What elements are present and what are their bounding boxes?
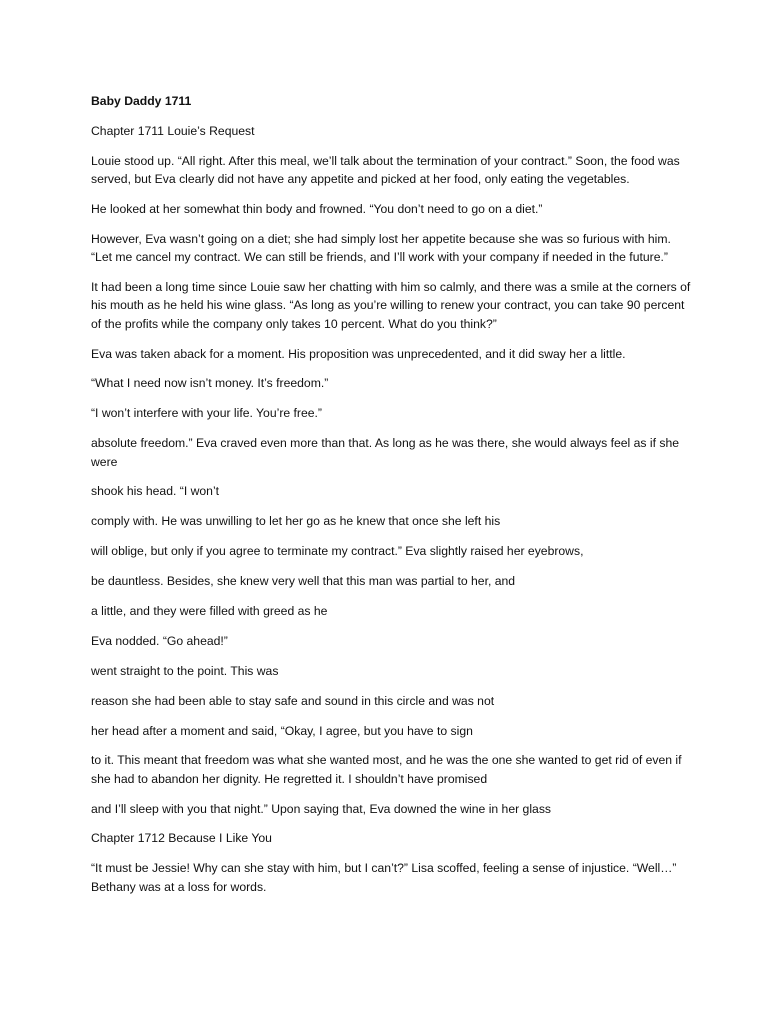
paragraph: reason she had been able to stay safe and sound in this circle and was not: [91, 693, 495, 708]
document-title: Baby Daddy 1711: [91, 94, 192, 108]
paragraph: “I won’t interfere with your life. You’re free.”: [91, 406, 322, 421]
paragraph: be dauntless. Besides, she knew very well that this man was partial to her, and: [91, 574, 516, 589]
paragraph: will oblige, but only if you agree to terminate my contract.” Eva slightly raised her eyebrows,: [91, 544, 584, 559]
paragraph: He looked at her somewhat thin body and frowned. “You don’t need to go on a diet.”: [91, 201, 543, 216]
paragraph: a little, and they were filled with greed as he: [91, 603, 328, 618]
paragraph: and I’ll sleep with you that night.” Upon saying that, Eva downed the wine in her glass: [91, 801, 552, 816]
paragraph: Eva was taken aback for a moment. His proposition was unprecedented, and it did sway her a little.: [91, 346, 626, 361]
paragraph: to it. This meant that freedom was what she wanted most, and he was the one she wanted to get rid of even if she had to abandon her dignity. He regretted it. I shouldn’t have promised: [91, 753, 682, 786]
paragraph: comply with. He was unwilling to let her go as he knew that once she left his: [91, 514, 501, 529]
chapter-heading-1711: Chapter 1711 Louie’s Request: [91, 123, 255, 138]
paragraph: went straight to the point. This was: [91, 663, 279, 678]
paragraph: However, Eva wasn’t going on a diet; she had simply lost her appetite because she was so furious with him. “Let me cancel my contract. We can still be friends, and I’ll work with your company if needed in the future.”: [91, 231, 671, 265]
paragraph: absolute freedom.” Eva craved even more than that. As long as he was there, she would always feel as if she were: [91, 436, 680, 469]
document-body: [91, 92, 691, 908]
paragraph: shook his head. “I won’t: [91, 484, 220, 499]
paragraph: “It must be Jessie! Why can she stay with him, but I can’t?” Lisa scoffed, feeling a sense of injustice. “Well…” Bethany was at a loss for words.: [91, 861, 677, 894]
chapter-heading-1712: Chapter 1712 Because I Like You: [91, 831, 272, 846]
paragraph: Eva nodded. “Go ahead!”: [91, 633, 228, 648]
paragraph: her head after a moment and said, “Okay, I agree, but you have to sign: [91, 723, 473, 738]
paragraph: “What I need now isn’t money. It’s freedom.”: [91, 376, 329, 391]
paragraph: Louie stood up. “All right. After this meal, we’ll talk about the termination of your contract.” Soon, the food was served, but Eva clearly did not have any appetite and picked at her food, only eating the vegetables.: [91, 153, 680, 187]
paragraph: It had been a long time since Louie saw her chatting with him so calmly, and there was a smile at the corners of his mouth as he held his wine glass. “As long as you’re willing to renew your contract, you can take 90 percent of the profits while the company only takes 10 percent. What do you think?”: [91, 280, 691, 331]
